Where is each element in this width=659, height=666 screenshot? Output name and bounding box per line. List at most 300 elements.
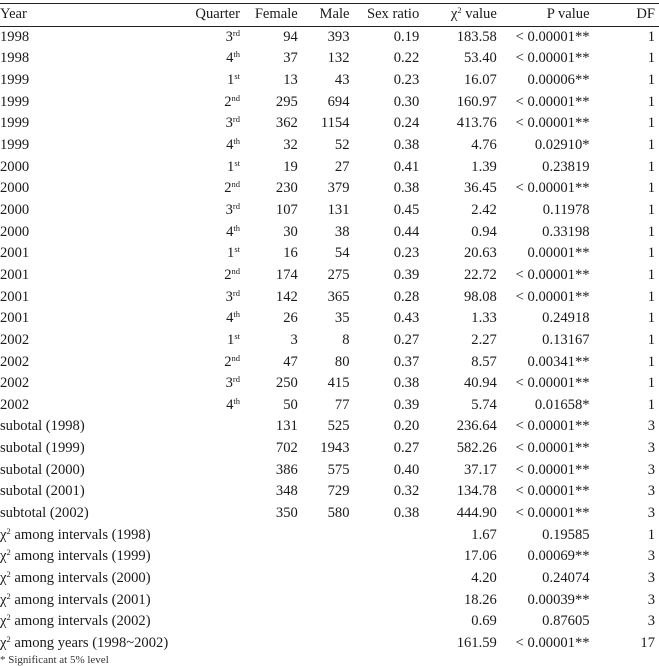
quarter-number: 3 [225,201,233,218]
male-cell: 379 [327,180,350,197]
chi-square-cell: 134.78 [456,483,497,500]
year-cell: 2002 [0,331,30,348]
df-cell: 1 [647,180,655,197]
sex-ratio-cell: 0.22 [393,50,420,67]
chi-label-text: among years (1998~2002) [10,635,169,652]
table-row [0,113,659,135]
table-row [0,92,659,114]
chi-square-cell: 161.59 [456,635,497,652]
chi-square-cell: 413.76 [456,115,497,132]
quarter-number: 3 [225,115,233,132]
quarter-ordinal-suffix: rd [232,287,240,298]
p-value-cell: 0.11978 [542,201,590,218]
quarter-number: 1 [227,158,235,175]
quarter-number: 2 [224,180,232,197]
df-cell: 1 [647,158,655,175]
chi-square-row [0,633,659,655]
male-cell: 35 [334,310,350,327]
table-row [0,200,659,222]
chi-square-cell: 0.69 [471,613,497,630]
chi-suffix: value [461,6,497,22]
sex-ratio-cell: 0.38 [393,180,420,197]
year-cell: 2000 [0,158,30,175]
p-value-cell: 0.23819 [542,158,590,175]
sex-ratio-table [0,3,659,655]
table-row [0,135,659,157]
subtotal-label: subotal (2000) [0,461,85,478]
df-cell: 1 [647,331,655,348]
chi-square-label [0,546,419,568]
quarter-cell [166,265,240,287]
female-cell: 19 [283,158,298,175]
sex-ratio-cell: 0.24 [393,115,420,132]
year-cell: 2002 [0,375,30,392]
quarter-ordinal-suffix: nd [231,265,240,276]
male-cell: 575 [327,461,350,478]
quarter-ordinal-suffix: nd [231,92,240,103]
p-value-cell: 0.19585 [542,526,590,543]
male-cell: 415 [327,375,350,392]
sex-ratio-cell: 0.28 [393,288,420,305]
quarter-ordinal-suffix: rd [232,200,240,211]
p-value-cell: 0.33198 [542,223,590,240]
p-value-cell: 0.24074 [542,570,590,587]
male-cell: 132 [327,50,350,67]
df-cell: 1 [647,50,655,67]
df-cell: 3 [647,461,655,478]
male-cell: 1943 [320,440,350,457]
quarter-cell [166,92,240,114]
quarter-ordinal-suffix: nd [231,352,240,363]
table-row [0,287,659,309]
quarter-number: 2 [224,93,232,110]
p-value-cell: 0.00341** [527,353,590,370]
quarter-cell [166,135,240,157]
quarter-cell [166,330,240,352]
chi-square-cell: 2.42 [471,201,497,218]
chi-superscript: 2 [6,590,11,601]
quarter-ordinal-suffix: th [233,135,240,146]
df-cell: 17 [640,635,655,652]
female-cell: 107 [275,201,298,218]
quarter-cell [166,287,240,309]
quarter-cell [166,157,240,179]
sex-ratio-cell: 0.27 [393,331,420,348]
table-row [0,308,659,330]
quarter-ordinal-suffix: st [234,244,240,255]
female-cell: 131 [275,418,298,435]
chi-square-cell: 17.06 [463,548,497,565]
table-row [0,243,659,265]
chi-label-text: among intervals (1998) [10,526,151,543]
table-row [0,373,659,395]
year-cell: 2001 [0,310,30,327]
quarter-cell [166,308,240,330]
quarter-number: 4 [226,50,234,67]
chi-square-row [0,590,659,612]
chi-square-label [0,633,419,655]
p-value-cell: < 0.00001** [515,635,590,652]
chi-square-cell: 98.08 [463,288,497,305]
chi-label-text: among intervals (2002) [10,613,151,630]
header-male: Male [319,6,350,22]
quarter-cell [166,26,240,48]
sex-ratio-cell: 0.45 [393,201,420,218]
quarter-cell [166,113,240,135]
chi-square-label [0,568,419,590]
sex-ratio-cell: 0.27 [393,440,420,457]
p-value-cell: 0.00001** [527,245,590,262]
df-cell: 1 [647,201,655,218]
p-value-cell: < 0.00001** [515,461,590,478]
female-cell: 702 [275,440,298,457]
chi-square-label [0,590,419,612]
df-cell: 1 [647,353,655,370]
table-row [0,26,659,48]
p-value-cell: 0.02910* [534,136,590,153]
df-cell: 1 [647,223,655,240]
quarter-number: 3 [225,288,233,305]
chi-square-cell: 4.20 [471,570,497,587]
chi-square-cell: 183.58 [456,28,497,45]
p-value-cell: 0.00039** [527,591,590,608]
female-cell: 30 [283,223,298,240]
df-cell: 1 [647,245,655,262]
sex-ratio-cell: 0.43 [393,310,420,327]
p-value-cell: < 0.00001** [515,266,590,283]
sex-ratio-cell: 0.38 [393,136,420,153]
male-cell: 38 [334,223,350,240]
df-cell: 1 [647,71,655,88]
p-value-cell: 0.24918 [542,310,590,327]
quarter-cell [166,70,240,92]
chi-superscript: 2 [6,612,11,623]
chi-square-cell: 1.33 [471,310,497,327]
quarter-cell [166,222,240,244]
chi-square-cell: 5.74 [471,396,497,413]
p-value-cell: 0.00069** [527,548,590,565]
chi-square-cell: 1.39 [471,158,497,175]
chi-superscript: 2 [457,5,462,15]
quarter-ordinal-suffix: rd [232,114,240,125]
table-row [0,178,659,200]
sex-ratio-cell: 0.40 [393,461,420,478]
df-cell: 3 [647,483,655,500]
df-cell: 3 [647,440,655,457]
quarter-ordinal-suffix: rd [232,27,240,38]
header-chi-square [419,4,497,27]
p-value-cell: < 0.00001** [515,28,590,45]
chi-square-row [0,546,659,568]
df-cell: 1 [647,266,655,283]
sex-ratio-cell: 0.39 [393,266,420,283]
chi-square-row [0,611,659,633]
table-row [0,352,659,374]
df-cell: 1 [647,288,655,305]
chi-label-text: among intervals (2001) [10,591,151,608]
table-row [0,222,659,244]
df-cell: 1 [647,310,655,327]
female-cell: 350 [275,505,298,522]
header-quarter: Quarter [195,6,240,22]
male-cell: 525 [327,418,350,435]
year-cell: 1999 [0,71,30,88]
quarter-number: 4 [226,223,234,240]
quarter-ordinal-suffix: th [233,49,240,60]
quarter-number: 4 [226,310,234,327]
quarter-ordinal-suffix: st [234,330,240,341]
chi-superscript: 2 [6,525,11,536]
subtotal-label: subotal (1999) [0,440,85,457]
year-cell: 2000 [0,201,30,218]
header-p-value: P value [546,6,590,22]
chi-square-label [0,525,419,547]
chi-square-cell: 444.90 [456,505,497,522]
chi-square-cell: 20.63 [463,245,497,262]
quarter-ordinal-suffix: th [233,309,240,320]
quarter-ordinal-suffix: st [234,70,240,81]
year-cell: 1999 [0,93,30,110]
table-row [0,48,659,70]
year-cell: 1999 [0,115,30,132]
sex-ratio-cell: 0.37 [393,353,420,370]
chi-square-cell: 53.40 [463,50,497,67]
quarter-number: 3 [225,375,233,392]
quarter-ordinal-suffix: th [233,222,240,233]
df-cell: 1 [647,115,655,132]
year-cell: 2002 [0,396,30,413]
quarter-number: 1 [227,331,235,348]
p-value-cell: < 0.00001** [515,440,590,457]
female-cell: 295 [275,93,298,110]
male-cell: 393 [327,28,350,45]
chi-symbol: χ [0,591,7,608]
female-cell: 362 [275,115,298,132]
female-cell: 50 [283,396,298,413]
table-header [0,4,659,27]
quarter-cell [166,178,240,200]
df-cell: 1 [647,396,655,413]
p-value-cell: < 0.00001** [515,505,590,522]
male-cell: 77 [334,396,350,413]
subtotal-row [0,416,659,438]
chi-symbol: χ [0,570,7,587]
p-value-cell: < 0.00001** [515,288,590,305]
df-cell: 1 [647,526,655,543]
p-value-cell: < 0.00001** [515,93,590,110]
female-cell: 94 [283,28,298,45]
female-cell: 142 [275,288,298,305]
header-female: Female [254,6,298,22]
male-cell: 694 [327,93,350,110]
chi-square-cell: 4.76 [471,136,497,153]
male-cell: 729 [327,483,350,500]
chi-square-cell: 2.27 [471,331,497,348]
chi-square-cell: 236.64 [456,418,497,435]
quarter-number: 3 [225,28,233,45]
female-cell: 386 [275,461,298,478]
sex-ratio-cell: 0.39 [393,396,420,413]
female-cell: 37 [283,50,298,67]
subtotal-row [0,438,659,460]
quarter-ordinal-suffix: st [234,157,240,168]
female-cell: 16 [283,245,298,262]
table-row [0,157,659,179]
quarter-number: 1 [227,71,235,88]
df-cell: 3 [647,613,655,630]
quarter-cell [166,395,240,417]
df-cell: 3 [647,505,655,522]
male-cell: 1154 [320,115,350,132]
chi-square-cell: 160.97 [456,93,497,110]
p-value-cell: < 0.00001** [515,115,590,132]
subtotal-label: subotal (2001) [0,483,85,500]
p-value-cell: 0.87605 [542,613,590,630]
chi-square-cell: 40.94 [463,375,497,392]
table-row [0,265,659,287]
df-cell: 3 [647,570,655,587]
df-cell: 1 [647,28,655,45]
chi-square-cell: 37.17 [463,461,497,478]
sex-ratio-cell: 0.38 [393,375,420,392]
male-cell: 365 [327,288,350,305]
male-cell: 8 [342,331,350,348]
sex-ratio-cell: 0.23 [393,245,420,262]
p-value-cell: 0.13167 [542,331,590,348]
quarter-cell [166,352,240,374]
female-cell: 47 [283,353,298,370]
sex-ratio-cell: 0.30 [393,93,420,110]
male-cell: 54 [334,245,350,262]
female-cell: 32 [283,136,298,153]
chi-square-cell: 1.67 [471,526,497,543]
df-cell: 3 [647,548,655,565]
subtotal-row [0,503,659,525]
quarter-ordinal-suffix: rd [232,374,240,385]
male-cell: 131 [327,201,350,218]
p-value-cell: < 0.00001** [515,418,590,435]
chi-symbol: χ [0,548,7,565]
p-value-cell: < 0.00001** [515,50,590,67]
female-cell: 230 [275,180,298,197]
chi-superscript: 2 [6,634,11,645]
male-cell: 80 [334,353,350,370]
table-row [0,395,659,417]
table-row [0,70,659,92]
quarter-cell [166,200,240,222]
header-sex-ratio: Sex ratio [366,6,420,22]
quarter-ordinal-suffix: nd [231,179,240,190]
quarter-number: 2 [224,266,232,283]
sex-ratio-cell: 0.19 [393,28,420,45]
chi-square-cell: 18.26 [463,591,497,608]
female-cell: 250 [275,375,298,392]
chi-symbol: χ [0,613,7,630]
quarter-cell [166,373,240,395]
female-cell: 174 [275,266,298,283]
subtotal-row [0,481,659,503]
chi-square-row [0,525,659,547]
chi-symbol: χ [450,6,458,22]
year-cell: 1998 [0,28,30,45]
quarter-cell [166,48,240,70]
male-cell: 580 [327,505,350,522]
df-cell: 1 [647,136,655,153]
sex-ratio-cell: 0.41 [393,158,420,175]
chi-square-cell: 0.94 [471,223,497,240]
df-cell: 1 [647,375,655,392]
sex-ratio-cell: 0.38 [393,505,420,522]
male-cell: 275 [327,266,350,283]
year-cell: 2002 [0,353,30,370]
year-cell: 2001 [0,266,30,283]
chi-label-text: among intervals (1999) [10,548,151,565]
year-cell: 2001 [0,288,30,305]
chi-square-cell: 36.45 [463,180,497,197]
header-df: DF [636,6,655,22]
sex-ratio-cell: 0.32 [393,483,420,500]
female-cell: 348 [275,483,298,500]
header-row [0,4,659,27]
p-value-cell: 0.00006** [527,71,590,88]
chi-superscript: 2 [6,569,11,580]
chi-symbol: χ [0,635,7,652]
df-cell: 3 [647,591,655,608]
chi-square-row [0,568,659,590]
df-cell: 1 [647,93,655,110]
chi-square-cell: 582.26 [456,440,497,457]
chi-label-text: among intervals (2000) [10,570,151,587]
table-row [0,330,659,352]
chi-square-cell: 16.07 [463,71,497,88]
quarter-number: 4 [226,396,234,413]
subtotal-label: subtotal (2002) [0,505,89,522]
female-cell: 13 [283,71,298,88]
male-cell: 52 [334,136,350,153]
subtotal-label: subotal (1998) [0,418,85,435]
subtotal-row [0,460,659,482]
chi-square-cell: 22.72 [463,266,497,283]
year-cell: 2001 [0,245,30,262]
year-cell: 2000 [0,223,30,240]
sex-ratio-cell: 0.20 [393,418,420,435]
table-body [0,26,659,655]
male-cell: 27 [334,158,350,175]
year-cell: 1999 [0,136,30,153]
quarter-ordinal-suffix: th [233,395,240,406]
quarter-number: 2 [224,353,232,370]
chi-square-label [0,611,419,633]
chi-superscript: 2 [6,547,11,558]
male-cell: 43 [334,71,350,88]
p-value-cell: < 0.00001** [515,483,590,500]
sex-ratio-cell: 0.44 [393,223,420,240]
chi-square-cell: 8.57 [471,353,497,370]
quarter-number: 1 [227,245,235,262]
sex-ratio-cell: 0.23 [393,71,420,88]
p-value-cell: 0.01658* [534,396,590,413]
df-cell: 3 [647,418,655,435]
quarter-number: 4 [226,136,234,153]
year-cell: 2000 [0,180,30,197]
quarter-cell [166,243,240,265]
p-value-cell: < 0.00001** [515,375,590,392]
female-cell: 3 [290,331,298,348]
header-year: Year [0,6,27,22]
p-value-cell: < 0.00001** [515,180,590,197]
female-cell: 26 [283,310,298,327]
chi-symbol: χ [0,526,7,543]
